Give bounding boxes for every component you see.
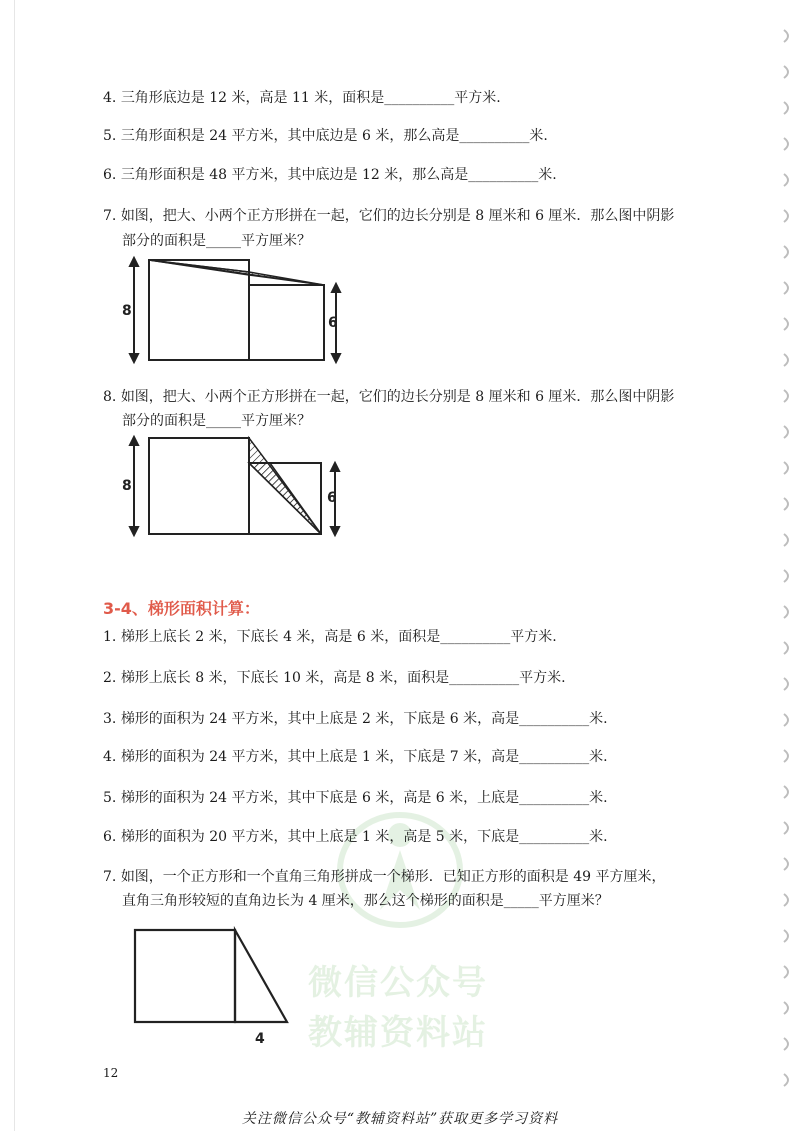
question-text: 梯形的面积为 24 平方米，其中上底是 2 米，下底是 6 米，高是 [120, 711, 520, 727]
trapezoid-question-7-line2: 直角三角形较短的直角边长为 4 厘米，那么这个梯形的面积是_____平方厘米？ [122, 893, 609, 909]
triangle-question-4 [103, 87, 501, 109]
watermark-line2: 教辅资料站 [308, 1013, 488, 1053]
answer-blank[interactable]: __________ [468, 167, 539, 183]
trapezoid-question-1 [103, 626, 557, 648]
label-small: 6 [327, 490, 337, 506]
shaded-region-2 [249, 463, 321, 534]
large-square [149, 260, 249, 360]
question-number: 3. [103, 711, 117, 727]
question-text: 如图，一个正方形和一个直角三角形拼成一个梯形．已知正方形的面积是 49 平方厘米， [120, 869, 666, 885]
question-text: 梯形上底长 2 米，下底长 4 米，高是 6 米，面积是 [120, 629, 441, 645]
question-unit: 米. [589, 749, 608, 765]
label-big: 8 [122, 303, 132, 319]
question-unit: 平方米. [510, 629, 557, 645]
question-number: 5. [103, 128, 117, 144]
question-7-line1 [103, 205, 674, 227]
question-unit: 米. [589, 790, 608, 806]
question-text: 梯形的面积为 24 平方米，其中上底是 1 米，下底是 7 米，高是 [120, 749, 520, 765]
figure-q8 [120, 432, 360, 542]
trapezoid-question-3 [103, 708, 608, 730]
question-unit: 米. [538, 167, 557, 183]
answer-blank[interactable]: __________ [449, 670, 520, 686]
question-8-line1 [103, 386, 674, 408]
question-number: 7. [103, 208, 117, 224]
watermark-line1: 微信公众号 [308, 963, 488, 1003]
question-text: 如图，把大、小两个正方形拼在一起，它们的边长分别是 8 厘米和 6 厘米．那么图中阴影 [120, 389, 675, 405]
question-number: 7. [103, 869, 117, 885]
large-square [149, 438, 249, 534]
footer-note: 关注微信公众号“教辅资料站”获取更多学习资料 [241, 1111, 559, 1127]
trapezoid-question-4 [103, 746, 608, 768]
answer-blank[interactable]: __________ [459, 128, 530, 144]
watermark-logo [320, 790, 480, 940]
label-base: 4 [255, 1031, 265, 1047]
trapezoid-question-5 [103, 787, 608, 809]
trapezoid-question-6 [103, 826, 608, 848]
question-number: 1. [103, 629, 117, 645]
question-unit: 米. [589, 711, 608, 727]
triangle-question-6 [103, 164, 557, 186]
answer-blank[interactable]: __________ [519, 749, 590, 765]
question-unit: 平方米. [454, 90, 501, 106]
question-text: 梯形上底长 8 米，下底长 10 米，高是 8 米，面积是 [120, 670, 450, 686]
triangle-question-5 [103, 125, 548, 147]
answer-blank[interactable]: __________ [519, 790, 590, 806]
label-big: 8 [122, 478, 132, 494]
question-text: 梯形的面积为 24 平方米，其中下底是 6 米，高是 6 米，上底是 [120, 790, 520, 806]
question-text: 三角形面积是 48 平方米，其中底边是 12 米，那么高是 [120, 167, 469, 183]
small-square [249, 285, 324, 360]
figure-trapezoid [125, 925, 305, 1055]
question-number: 4. [103, 90, 117, 106]
binding-holes [778, 0, 800, 1131]
trapezoid-question-2 [103, 667, 566, 689]
question-text: 三角形底边是 12 米，高是 11 米，面积是 [120, 90, 385, 106]
question-number: 6. [103, 167, 117, 183]
question-text: 如图，把大、小两个正方形拼在一起，它们的边长分别是 8 厘米和 6 厘米．那么图中阴影 [120, 208, 675, 224]
question-unit: 米. [589, 829, 608, 845]
question-number: 6. [103, 829, 117, 845]
label-small: 6 [328, 315, 338, 331]
answer-blank[interactable]: __________ [384, 90, 455, 106]
page-edge [14, 0, 15, 1131]
question-unit: 米. [529, 128, 548, 144]
question-number: 8. [103, 389, 117, 405]
square [135, 930, 235, 1022]
question-number: 5. [103, 790, 117, 806]
question-unit: 平方米. [519, 670, 566, 686]
question-number: 2. [103, 670, 117, 686]
figure-q7 [120, 250, 360, 370]
answer-blank[interactable]: __________ [519, 829, 590, 845]
answer-blank[interactable]: __________ [519, 711, 590, 727]
question-text: 三角形面积是 24 平方米，其中底边是 6 米，那么高是 [120, 128, 460, 144]
trapezoid-question-7-line1 [103, 866, 666, 888]
right-triangle [235, 930, 287, 1022]
question-text: 梯形的面积为 20 平方米，其中上底是 1 米，高是 5 米，下底是 [120, 829, 520, 845]
section-title: 3-4、梯形面积计算： [103, 599, 260, 618]
question-number: 4. [103, 749, 117, 765]
page-number: 12 [103, 1066, 119, 1080]
question-8-line2: 部分的面积是_____平方厘米？ [122, 413, 311, 429]
answer-blank[interactable]: __________ [440, 629, 511, 645]
question-7-line2: 部分的面积是_____平方厘米？ [122, 233, 311, 249]
